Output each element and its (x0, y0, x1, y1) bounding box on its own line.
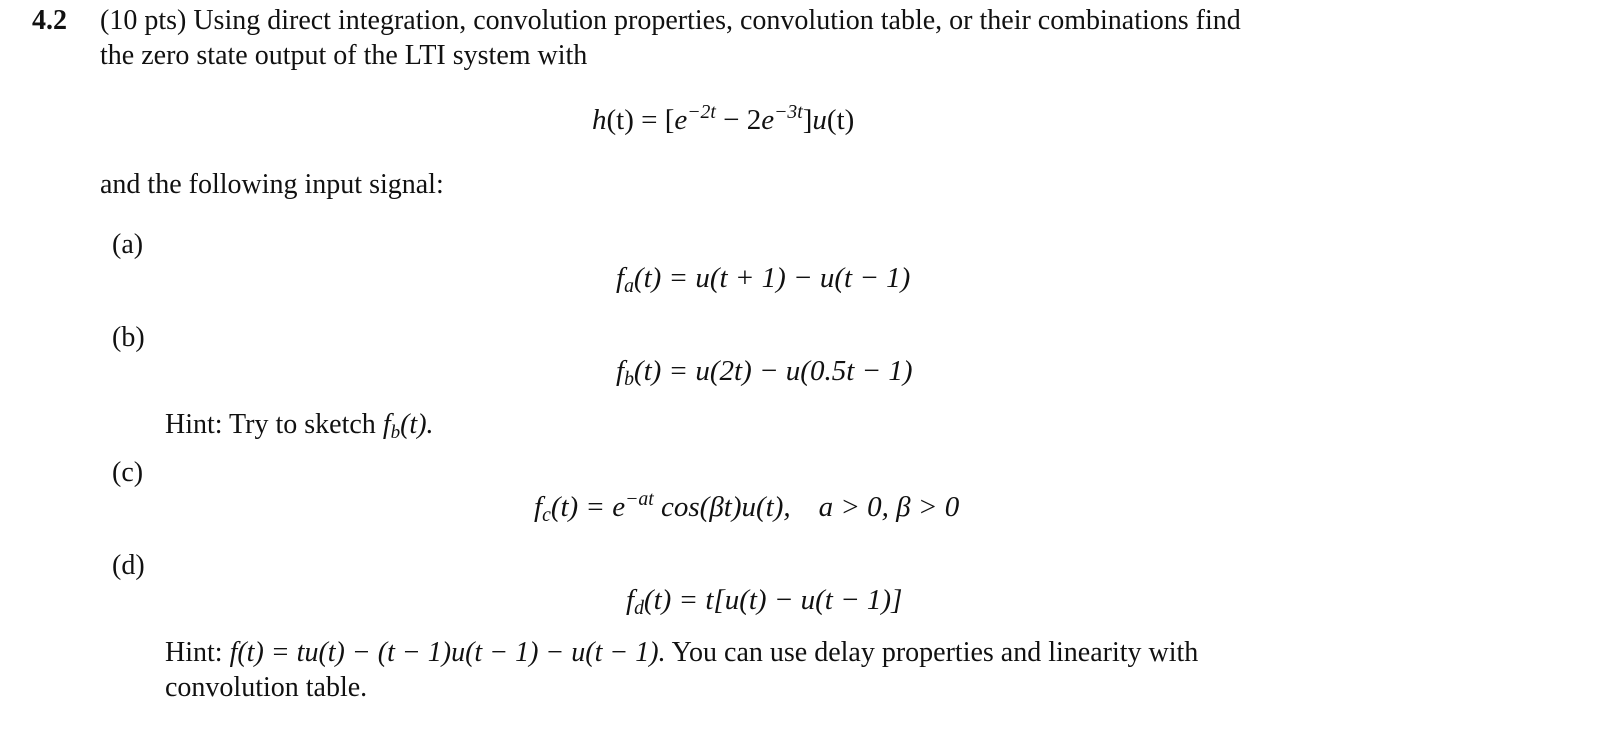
part-b-hint (165, 408, 434, 442)
fc-exp-base: e (612, 491, 626, 523)
part-c-equation (534, 489, 959, 525)
h-close-bracket: ] (802, 104, 813, 136)
fb-symbol: f (616, 355, 625, 387)
fc-exponent: −at (625, 488, 654, 511)
part-b-equation (616, 353, 913, 389)
fc-equals: (t) = (550, 491, 613, 523)
part-b-hint-rest: (t). (400, 409, 434, 440)
fa-subscript: a (624, 274, 634, 297)
part-b-label: (b) (112, 322, 145, 353)
part-b-hint-text: Hint: Try to sketch (165, 409, 383, 440)
fa-expression: (t) = u(t + 1) − u(t − 1) (633, 262, 911, 294)
h-minus-two: − 2 (715, 104, 762, 136)
fc-conditions: a > 0, β > 0 (818, 491, 960, 523)
fb-expression: (t) = u(2t) − u(0.5t − 1) (633, 355, 913, 387)
fc-symbol: f (534, 491, 543, 523)
problem-statement-line2: the zero state output of the LTI system with (100, 40, 588, 71)
fd-expression: (t) = t[u(t) − u(t − 1)] (643, 584, 903, 616)
fd-subscript: d (634, 596, 644, 619)
fc-subscript: c (542, 503, 551, 526)
part-d-hint-line1 (165, 636, 1198, 670)
part-d-hint-line2: convolution table. (165, 672, 368, 703)
part-b-hint-sub: b (390, 421, 401, 443)
part-d-equation (626, 582, 902, 618)
exponent-2: −3t (774, 101, 803, 124)
part-b-hint-f: f (382, 409, 391, 440)
part-d-hint-math: f(t) = tu(t) − (t − 1)u(t − 1) − u(t − 1). (229, 637, 666, 668)
problem-statement-line1: (10 pts) Using direct integration, convolution properties, convolution table, or their combinations find (100, 5, 1241, 36)
exponent-1: −2t (687, 101, 716, 124)
input-intro: and the following input signal: (100, 169, 444, 200)
impulse-response-equation (592, 102, 854, 138)
fc-expression: cos(βt)u(t), (653, 491, 791, 523)
part-a-equation (616, 260, 910, 296)
part-d-hint-prefix: Hint: (165, 637, 230, 668)
part-c-label: (c) (112, 457, 144, 488)
h-step-arg: (t) (826, 104, 855, 136)
part-a-label: (a) (112, 229, 144, 260)
problem-number: 4.2 (32, 5, 67, 36)
part-d-label: (d) (112, 550, 145, 581)
h-step-u: u (812, 104, 827, 136)
exp-base-1: e (674, 104, 688, 136)
fb-subscript: b (624, 367, 634, 390)
exp-base-2: e (761, 104, 775, 136)
fd-symbol: f (626, 584, 635, 616)
h-equals: = [ (633, 104, 675, 136)
h-symbol: h (592, 104, 607, 136)
fa-symbol: f (616, 262, 625, 294)
part-d-hint-text: You can use delay properties and linearity with (665, 637, 1199, 668)
h-arg: (t) (606, 104, 634, 136)
